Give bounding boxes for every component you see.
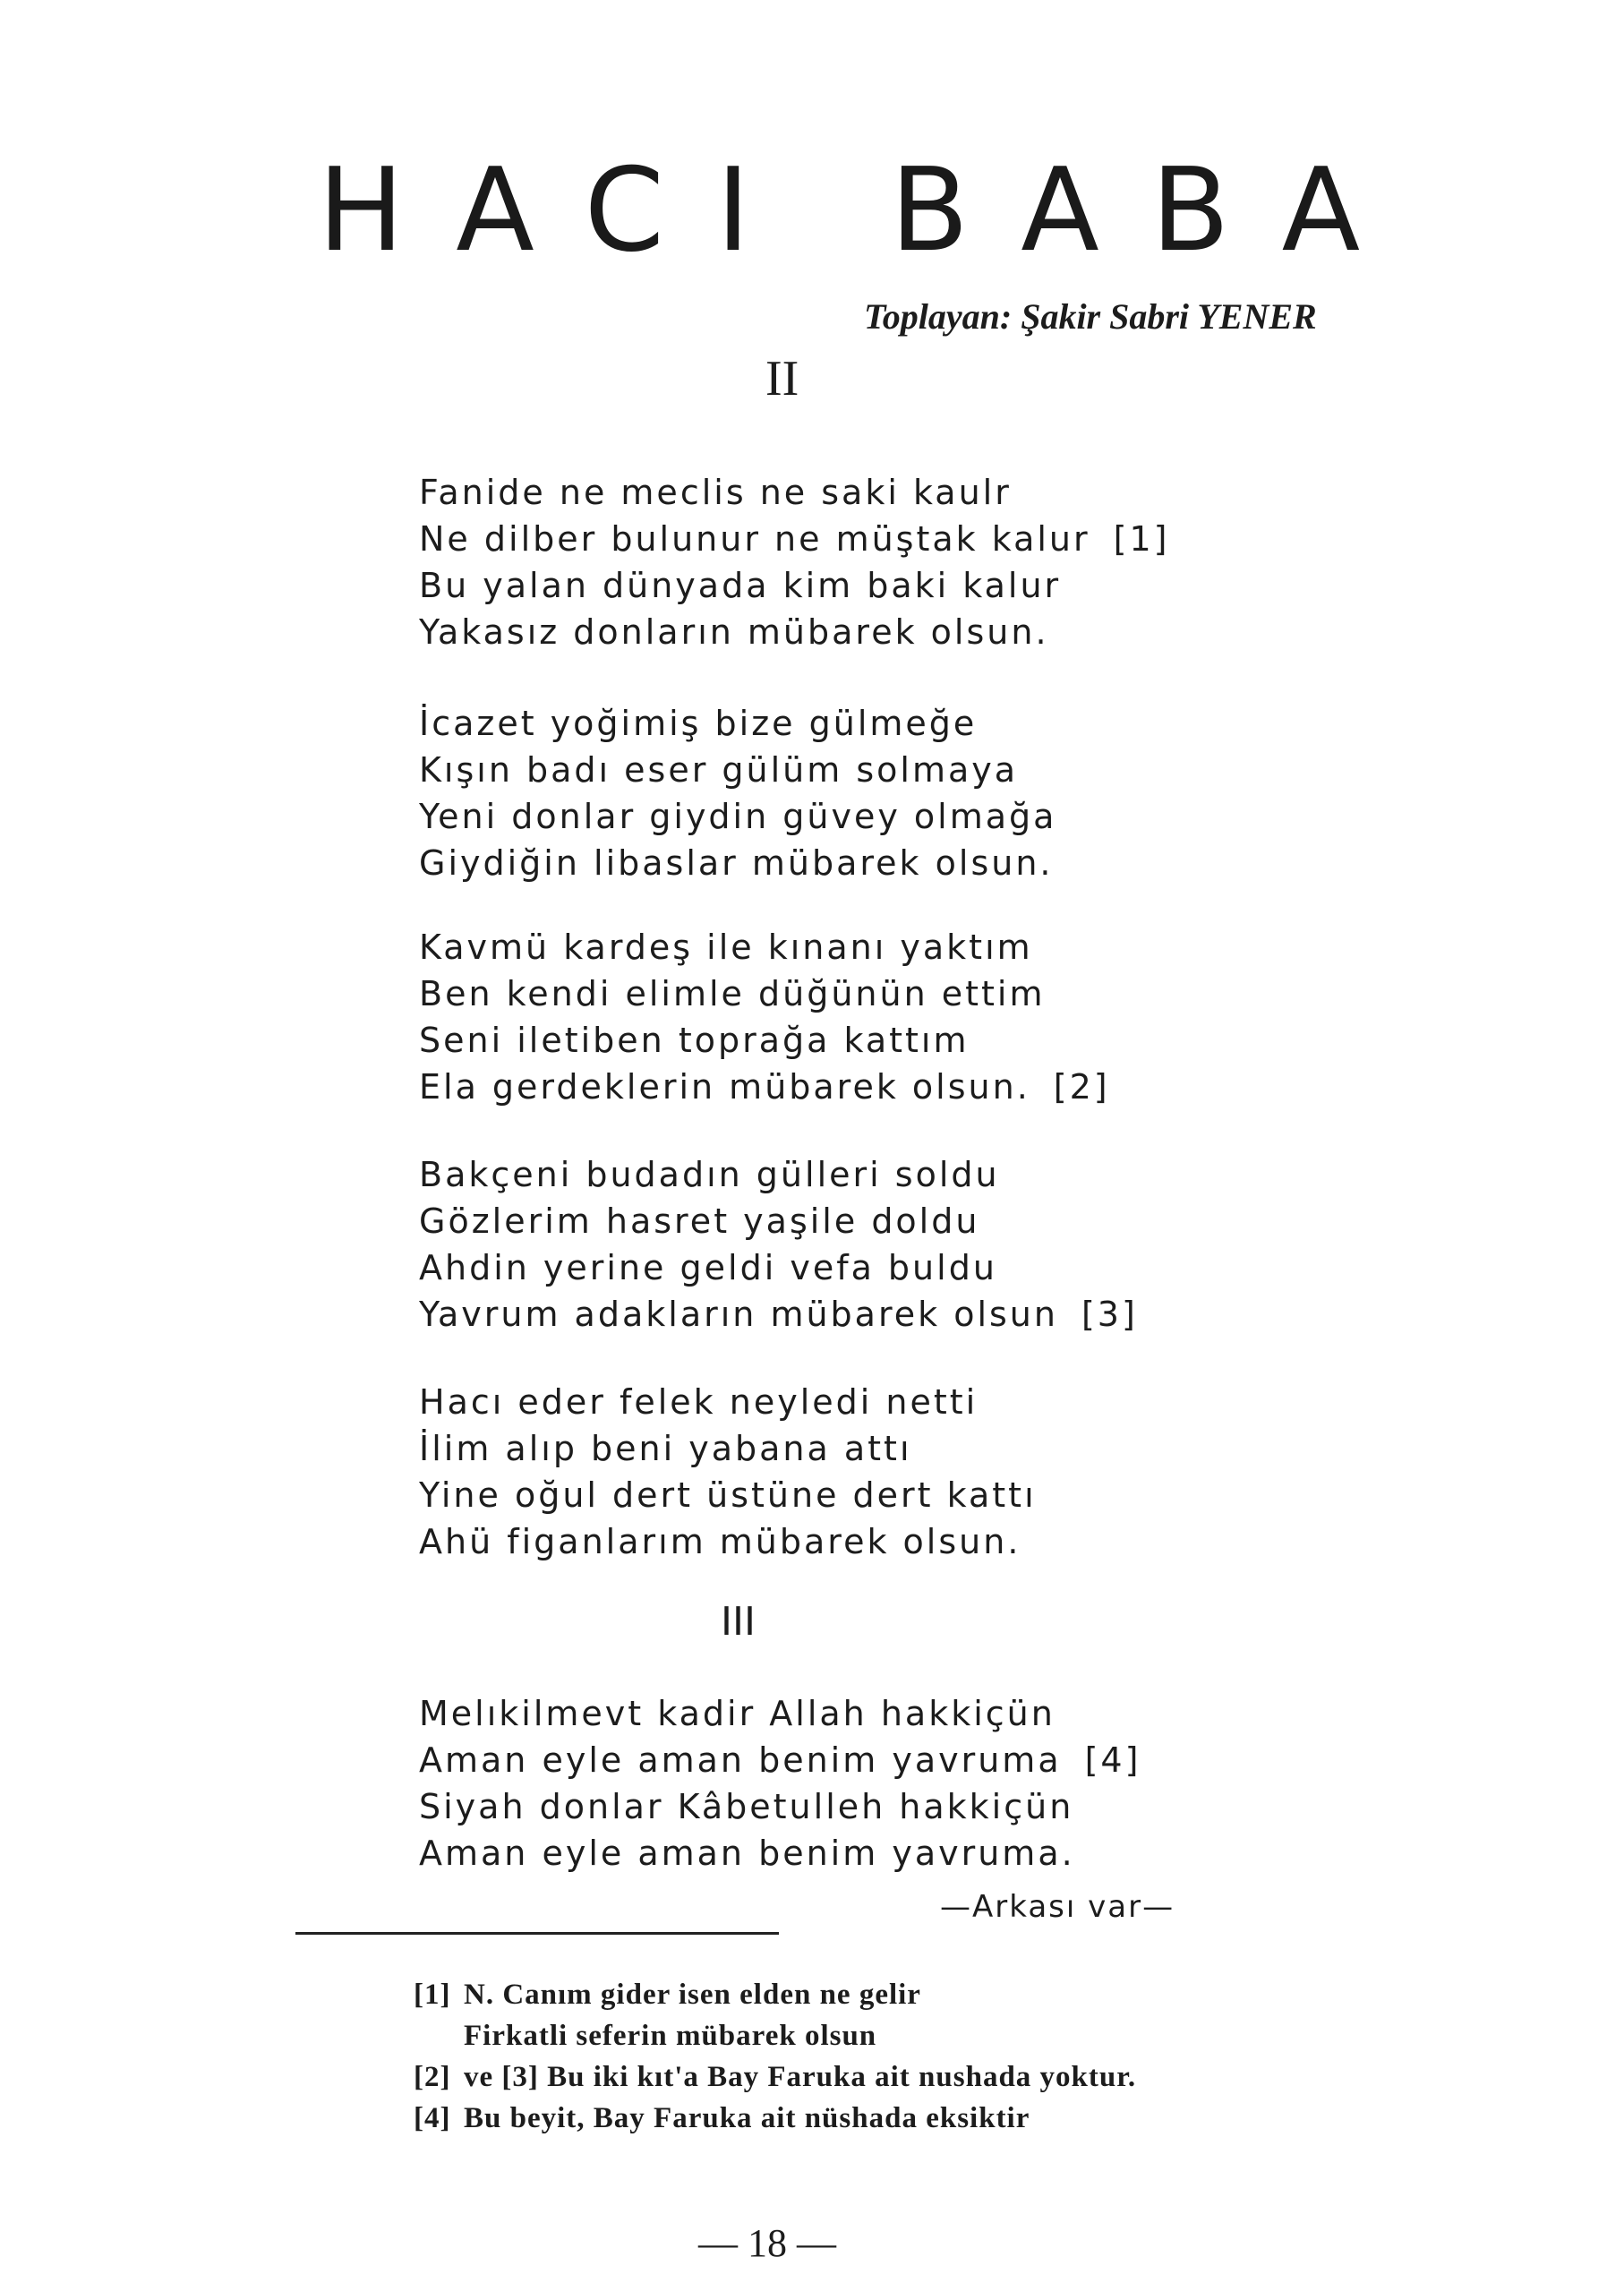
verse-line: Kışın badı eser gülüm solmaya xyxy=(419,750,1019,790)
verse-line: Kavmü kardeş ile kınanı yaktım xyxy=(419,928,1033,967)
verse-line: Yavrum adakların mübarek olsun [3] xyxy=(419,1295,1138,1334)
verse-line: Fanide ne meclis ne saki kaulr xyxy=(419,473,1012,512)
verse-line: İlim alıp beni yabana attı xyxy=(419,1429,912,1468)
continued-notice: —Arkası var— xyxy=(940,1889,1175,1925)
section-heading-ii: II xyxy=(765,351,799,406)
verse-line: Siyah donlar Kâbetulleh hakkiçün xyxy=(419,1787,1074,1826)
page-number: — 18 — xyxy=(698,2221,836,2265)
verse-line: Gözlerim hasret yaşile doldu xyxy=(419,1201,980,1241)
verse-line: Ahdin yerine geldi vefa buldu xyxy=(419,1248,997,1287)
footnote xyxy=(414,2056,1136,2098)
verse-line: Yakasız donların mübarek olsun. xyxy=(419,612,1049,652)
verse-line: İcazet yoğimiş bize gülmeğe xyxy=(419,704,978,743)
footnote xyxy=(414,1974,1136,2015)
verse-line: Ne dilber bulunur ne müştak kalur [1] xyxy=(419,519,1170,559)
verse-line: Yine oğul dert üstüne dert kattı xyxy=(419,1475,1037,1515)
footnote-mark: [2] xyxy=(414,2061,451,2093)
verse-line: Bu yalan dünyada kim baki kalur xyxy=(419,566,1062,605)
section-heading-iii: III xyxy=(721,1599,756,1645)
stanza xyxy=(419,469,1169,655)
footnote-reference: [2] xyxy=(1053,1067,1110,1107)
page-title: HACI BABA xyxy=(318,144,1413,278)
footnote-text: Bu beyit, Bay Faruka ait nüshada eksiktir xyxy=(464,2102,1030,2134)
stanza xyxy=(419,1379,1037,1565)
footnote xyxy=(414,2098,1136,2139)
stanza xyxy=(419,1690,1141,1876)
compiler-credit: Toplayan: Şakir Sabri YENER xyxy=(864,296,1317,337)
verse-line: Ben kendi elimle düğünün ettim xyxy=(419,974,1046,1013)
verse-line: Ahü figanlarım mübarek olsun. xyxy=(419,1522,1021,1561)
verse-line: Melıkilmevt kadir Allah hakkiçün xyxy=(419,1694,1056,1733)
verse-line: Ela gerdeklerin mübarek olsun. [2] xyxy=(419,1067,1110,1107)
stanza xyxy=(419,924,1110,1110)
stanza xyxy=(419,1151,1138,1338)
footnote-mark: [1] xyxy=(414,1979,451,2011)
footnote-divider xyxy=(295,1932,779,1935)
footnote-text: ve [3] Bu iki kıt'a Bay Faruka ait nushada yoktur. xyxy=(464,2061,1137,2093)
footnote-reference: [4] xyxy=(1084,1740,1141,1780)
verse-line: Yeni donlar giydin güvey olmağa xyxy=(419,797,1057,836)
footnotes xyxy=(414,1974,1136,2139)
footnote-text: N. Canım gider isen elden ne gelir xyxy=(464,1979,921,2011)
verse-line: Bakçeni budadın gülleri soldu xyxy=(419,1155,1000,1194)
verse-line: Seni iletiben toprağa kattım xyxy=(419,1021,970,1060)
verse-line: Hacı eder felek neyledi netti xyxy=(419,1382,979,1422)
verse-line: Aman eyle aman benim yavruma [4] xyxy=(419,1740,1141,1780)
stanza xyxy=(419,700,1056,886)
footnote-reference: [1] xyxy=(1113,519,1170,559)
verse-line: Aman eyle aman benim yavruma. xyxy=(419,1834,1075,1873)
footnote-reference: [3] xyxy=(1081,1295,1138,1334)
footnote-mark: [4] xyxy=(414,2102,451,2134)
verse-line: Giydiğin libaslar mübarek olsun. xyxy=(419,843,1054,883)
footnote-continuation: Firkatli seferin mübarek olsun xyxy=(464,2020,877,2052)
